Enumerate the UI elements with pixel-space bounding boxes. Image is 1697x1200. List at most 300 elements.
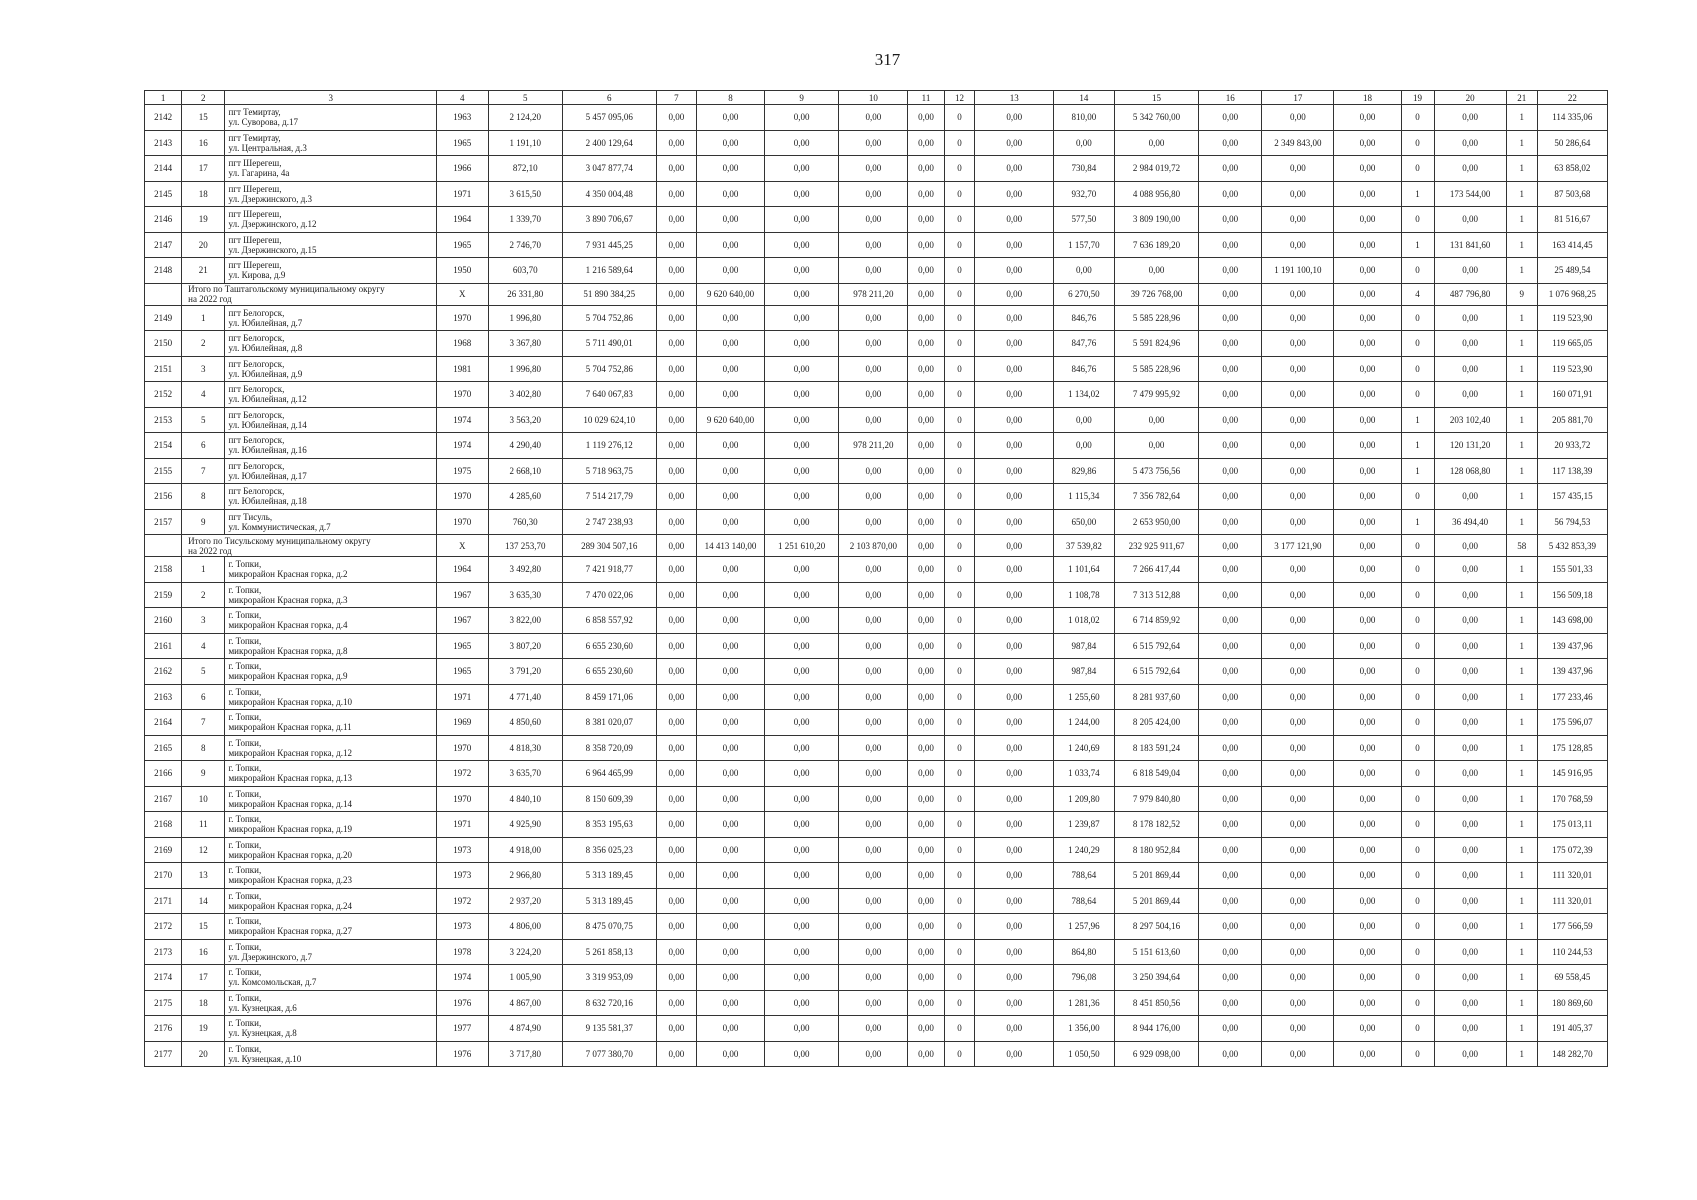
table-cell: 7 421 918,77: [562, 557, 656, 583]
table-cell: 3 563,20: [488, 407, 562, 433]
table-cell: 5 261 858,13: [562, 939, 656, 965]
table-row: [145, 914, 1608, 940]
address-cell: [225, 761, 437, 787]
table-cell: 0,00: [975, 484, 1053, 510]
table-cell: 0: [944, 407, 975, 433]
address-line: микрорайон Красная горка, д.13: [228, 773, 352, 784]
table-cell: 3 615,50: [488, 181, 562, 207]
table-cell: 0,00: [1262, 331, 1334, 357]
table-cell: 0,00: [908, 130, 944, 156]
address-cell: [225, 156, 437, 182]
table-cell: 0,00: [975, 1041, 1053, 1067]
table-cell: 11: [182, 812, 225, 838]
address-line: ул. Юбилейная, д.12: [228, 394, 307, 405]
table-cell: 6 818 549,04: [1114, 761, 1199, 787]
table-cell: 0,00: [1434, 331, 1506, 357]
table-cell: 9 620 640,00: [696, 283, 764, 305]
table-cell: 1964: [436, 557, 488, 583]
table-cell: 0,00: [1434, 130, 1506, 156]
table-cell: 16: [182, 130, 225, 156]
table-cell: 0: [1401, 710, 1434, 736]
address-line: пгт Белогорск,: [228, 307, 285, 318]
column-header: 22: [1537, 91, 1607, 105]
table-cell: 0,00: [839, 633, 908, 659]
table-cell: 0,00: [975, 258, 1053, 284]
table-cell: 4 874,90: [488, 1016, 562, 1042]
table-cell: 177 233,46: [1537, 684, 1607, 710]
table-cell: 0,00: [975, 888, 1053, 914]
address-line: пгт Белогорск,: [228, 409, 285, 420]
address-cell: [225, 356, 437, 382]
table-cell: 0,00: [656, 382, 696, 408]
table-cell: 0,00: [696, 433, 764, 459]
table-cell: 0,00: [975, 761, 1053, 787]
address-line: г. Топки,: [228, 992, 262, 1003]
table-cell: 1970: [436, 484, 488, 510]
table-cell: 0,00: [1114, 258, 1199, 284]
table-cell: 0,00: [1334, 939, 1401, 965]
table-cell: 0,00: [1199, 914, 1262, 940]
table-cell: 1 240,29: [1053, 837, 1114, 863]
table-cell: 487 796,80: [1434, 283, 1506, 305]
address-line: микрорайон Красная горка, д.3: [228, 594, 348, 605]
table-cell: 15: [182, 914, 225, 940]
address-cell: [225, 484, 437, 510]
table-cell: 0,00: [1334, 258, 1401, 284]
table-cell: 4 088 956,80: [1114, 181, 1199, 207]
table-cell: 0,00: [656, 786, 696, 812]
table-cell: 58: [1506, 535, 1537, 557]
table-cell: 0,00: [1199, 633, 1262, 659]
table-cell: 0,00: [1334, 812, 1401, 838]
table-cell: 0,00: [1434, 735, 1506, 761]
table-cell: 8 297 504,16: [1114, 914, 1199, 940]
table-cell: 0,00: [696, 659, 764, 685]
table-cell: 0,00: [1434, 305, 1506, 331]
table-cell: 0,00: [908, 888, 944, 914]
table-cell: 4: [1401, 283, 1434, 305]
table-cell: 0,00: [1262, 659, 1334, 685]
table-cell: 0,00: [975, 232, 1053, 258]
table-cell: 0: [944, 990, 975, 1016]
table-cell: 4 818,30: [488, 735, 562, 761]
table-cell: 0,00: [1262, 207, 1334, 233]
table-cell: 0,00: [1434, 608, 1506, 634]
table-cell: 0,00: [1199, 659, 1262, 685]
table-cell: 1: [1401, 232, 1434, 258]
table-cell: 0,00: [908, 914, 944, 940]
table-cell: 3 717,80: [488, 1041, 562, 1067]
table-cell: 1: [1506, 484, 1537, 510]
table-cell: 0: [1401, 990, 1434, 1016]
address-line: микрорайон Красная горка, д.11: [228, 722, 352, 733]
table-cell: 0,00: [696, 582, 764, 608]
table-cell: 0,00: [696, 761, 764, 787]
column-header: 3: [225, 91, 437, 105]
table-cell: 0,00: [1434, 356, 1506, 382]
table-cell: 2171: [145, 888, 182, 914]
table-cell: 0,00: [975, 684, 1053, 710]
table-cell: 0,00: [839, 232, 908, 258]
table-cell: 0,00: [1262, 105, 1334, 131]
table-cell: 0,00: [656, 283, 696, 305]
table-cell: 0,00: [696, 1016, 764, 1042]
table-cell: 10: [182, 786, 225, 812]
table-cell: 14: [182, 888, 225, 914]
table-cell: 0,00: [1262, 433, 1334, 459]
table-cell: 9: [182, 509, 225, 535]
table-cell: 0,00: [656, 863, 696, 889]
table-cell: 20 933,72: [1537, 433, 1607, 459]
table-cell: 2155: [145, 458, 182, 484]
table-cell: 0,00: [1434, 484, 1506, 510]
table-cell: 4 290,40: [488, 433, 562, 459]
table-cell: 1975: [436, 458, 488, 484]
table-cell: 1 244,00: [1053, 710, 1114, 736]
table-cell: 0,00: [765, 761, 839, 787]
table-cell: 0,00: [839, 181, 908, 207]
table-cell: 2151: [145, 356, 182, 382]
table-cell: 20: [182, 1041, 225, 1067]
table-cell: 0,00: [839, 684, 908, 710]
table-cell: 2 103 870,00: [839, 535, 908, 557]
table-cell: 0,00: [1434, 582, 1506, 608]
table-row: [145, 156, 1608, 182]
table-cell: 0,00: [765, 1041, 839, 1067]
table-cell: 0,00: [765, 710, 839, 736]
table-cell: 2148: [145, 258, 182, 284]
address-line: г. Топки,: [228, 865, 262, 876]
table-cell: 0: [944, 105, 975, 131]
table-cell: 175 596,07: [1537, 710, 1607, 736]
address-line: микрорайон Красная горка, д.4: [228, 620, 348, 631]
table-cell: 1950: [436, 258, 488, 284]
table-cell: 3 492,80: [488, 557, 562, 583]
table-cell: 0,00: [839, 582, 908, 608]
address-cell: [225, 990, 437, 1016]
table-cell: 1: [1506, 1016, 1537, 1042]
column-header: 19: [1401, 91, 1434, 105]
table-row: [145, 633, 1608, 659]
address-cell: [225, 407, 437, 433]
table-cell: 0,00: [1199, 735, 1262, 761]
table-cell: 0,00: [839, 458, 908, 484]
column-header: 7: [656, 91, 696, 105]
table-cell: 0: [1401, 863, 1434, 889]
table-cell: 0,00: [1199, 232, 1262, 258]
table-cell: 1 240,69: [1053, 735, 1114, 761]
table-cell: 4 350 004,48: [562, 181, 656, 207]
table-cell: 4: [182, 633, 225, 659]
table-row: [145, 181, 1608, 207]
table-cell: 5 151 613,60: [1114, 939, 1199, 965]
table-cell: 0,00: [696, 710, 764, 736]
table-cell: 1: [1506, 659, 1537, 685]
table-cell: 1: [1506, 939, 1537, 965]
table-cell: 1971: [436, 684, 488, 710]
table-cell: 163 414,45: [1537, 232, 1607, 258]
table-cell: 139 437,96: [1537, 659, 1607, 685]
table-cell: 987,84: [1053, 659, 1114, 685]
table-cell: 155 501,33: [1537, 557, 1607, 583]
table-row: [145, 990, 1608, 1016]
table-cell: 0,00: [908, 305, 944, 331]
table-cell: 0,00: [1199, 181, 1262, 207]
address-cell: [225, 130, 437, 156]
table-cell: 7 514 217,79: [562, 484, 656, 510]
table-cell: 1: [1506, 812, 1537, 838]
table-cell: 1965: [436, 232, 488, 258]
address-line: г. Топки,: [228, 610, 262, 621]
table-cell: 2156: [145, 484, 182, 510]
table-cell: 1 108,78: [1053, 582, 1114, 608]
table-row: [145, 761, 1608, 787]
address-line: г. Топки,: [228, 686, 262, 697]
table-cell: 5 457 095,06: [562, 105, 656, 131]
table-cell: 0: [1401, 207, 1434, 233]
table-cell: 0: [944, 888, 975, 914]
table-cell: 872,10: [488, 156, 562, 182]
table-cell: 18: [182, 181, 225, 207]
table-cell: 0,00: [1199, 130, 1262, 156]
table-cell: 0,00: [656, 484, 696, 510]
table-cell: 0,00: [1199, 458, 1262, 484]
table-cell: 0: [1401, 130, 1434, 156]
table-cell: 0,00: [1434, 1016, 1506, 1042]
address-cell: [225, 207, 437, 233]
table-cell: 0: [1401, 305, 1434, 331]
table-cell: 1970: [436, 786, 488, 812]
address-line: ул. Дзержинского, д.7: [228, 951, 313, 962]
table-cell: 0: [944, 939, 975, 965]
table-cell: 0: [944, 710, 975, 736]
table-cell: 0,00: [908, 407, 944, 433]
table-cell: 1: [1506, 458, 1537, 484]
table-cell: 0,00: [975, 283, 1053, 305]
table-cell: 2173: [145, 939, 182, 965]
subtotal-label-line: Итого по Тисульскому муниципальному округу: [188, 535, 371, 546]
table-cell: 0,00: [1334, 207, 1401, 233]
table-cell: 0,00: [765, 608, 839, 634]
table-cell: 8 205 424,00: [1114, 710, 1199, 736]
table-cell: 1: [1506, 735, 1537, 761]
table-cell: 17: [182, 156, 225, 182]
table-cell: 0,00: [975, 535, 1053, 557]
table-row: [145, 837, 1608, 863]
table-cell: 0,00: [1262, 965, 1334, 991]
table-cell: 730,84: [1053, 156, 1114, 182]
table-cell: 0,00: [1334, 105, 1401, 131]
address-line: пгт Шерегеш,: [228, 234, 282, 245]
table-cell: 0,00: [908, 786, 944, 812]
table-cell: 2147: [145, 232, 182, 258]
table-cell: 0,00: [908, 1041, 944, 1067]
table-cell: 4 771,40: [488, 684, 562, 710]
table-cell: 0,00: [975, 939, 1053, 965]
table-cell: 0,00: [765, 939, 839, 965]
table-cell: 0,00: [908, 535, 944, 557]
table-cell: 0: [944, 484, 975, 510]
table-cell: 0,00: [839, 305, 908, 331]
table-cell: 0,00: [1199, 863, 1262, 889]
table-cell: 2168: [145, 812, 182, 838]
table-cell: 0,00: [765, 914, 839, 940]
table-cell: 111 320,01: [1537, 863, 1607, 889]
table-cell: 1 157,70: [1053, 232, 1114, 258]
table-cell: 0,00: [765, 888, 839, 914]
table-cell: 0,00: [656, 812, 696, 838]
table-cell: 0: [1401, 535, 1434, 557]
table-cell: 0,00: [908, 965, 944, 991]
table-cell: 0,00: [975, 331, 1053, 357]
table-cell: 8 356 025,23: [562, 837, 656, 863]
table-cell: 8 281 937,60: [1114, 684, 1199, 710]
subtotal-label-line: на 2022 год: [188, 294, 232, 304]
table-cell: 117 138,39: [1537, 458, 1607, 484]
table-cell: 3: [182, 356, 225, 382]
address-cell: [225, 433, 437, 459]
table-row: [145, 356, 1608, 382]
table-cell: 0,00: [765, 484, 839, 510]
table-cell: 0,00: [908, 761, 944, 787]
table-cell: 1: [1506, 863, 1537, 889]
table-cell: 0,00: [656, 659, 696, 685]
table-cell: 0,00: [1434, 659, 1506, 685]
table-cell: 0,00: [1199, 812, 1262, 838]
table-cell: 1963: [436, 105, 488, 131]
address-cell: [225, 509, 437, 535]
table-cell: 0,00: [765, 207, 839, 233]
table-cell: 0,00: [975, 914, 1053, 940]
table-cell: 0,00: [696, 382, 764, 408]
table-cell: 0,00: [1262, 458, 1334, 484]
table-cell: 0,00: [839, 786, 908, 812]
table-cell: 119 523,90: [1537, 305, 1607, 331]
table-cell: 603,70: [488, 258, 562, 284]
table-cell: 6 270,50: [1053, 283, 1114, 305]
table-cell: 0,00: [696, 1041, 764, 1067]
table-cell: 6 515 792,64: [1114, 659, 1199, 685]
table-cell: 0,00: [656, 130, 696, 156]
table-cell: 0,00: [1199, 965, 1262, 991]
table-cell: 7 470 022,06: [562, 582, 656, 608]
table-cell: 0,00: [765, 181, 839, 207]
table-cell: 0,00: [839, 761, 908, 787]
table-cell: 1: [1506, 509, 1537, 535]
table-cell: 1977: [436, 1016, 488, 1042]
table-cell: 0: [944, 207, 975, 233]
table-cell: 3 791,20: [488, 659, 562, 685]
table-cell: 1970: [436, 735, 488, 761]
table-cell: 0,00: [1053, 130, 1114, 156]
table-cell: 9 135 581,37: [562, 1016, 656, 1042]
table-cell: 128 068,80: [1434, 458, 1506, 484]
table-cell: 1974: [436, 433, 488, 459]
subtotal-label-line: Итого по Таштагольскому муниципальному округу: [188, 284, 385, 294]
table-cell: 0: [944, 965, 975, 991]
table-cell: 1 996,80: [488, 356, 562, 382]
table-row: [145, 509, 1608, 535]
table-cell: 131 841,60: [1434, 232, 1506, 258]
table-cell: 0,00: [975, 356, 1053, 382]
table-cell: 0: [944, 863, 975, 889]
table-cell: 0,00: [908, 458, 944, 484]
table-cell: 0,00: [908, 939, 944, 965]
table-cell: 0,00: [1334, 888, 1401, 914]
table-cell: 0,00: [1199, 305, 1262, 331]
table-cell: 3 177 121,90: [1262, 535, 1334, 557]
table-cell: 9 620 640,00: [696, 407, 764, 433]
table-cell: 1971: [436, 812, 488, 838]
table-cell: 0,00: [1334, 458, 1401, 484]
table-cell: 0: [944, 258, 975, 284]
address-line: микрорайон Красная горка, д.2: [228, 569, 348, 580]
table-cell: 0,00: [839, 863, 908, 889]
table-cell: 5 201 869,44: [1114, 888, 1199, 914]
column-header: 11: [908, 91, 944, 105]
table-cell: 0,00: [765, 837, 839, 863]
table-cell: 0,00: [1114, 407, 1199, 433]
table-cell: 2160: [145, 608, 182, 634]
address-line: г. Топки,: [228, 839, 262, 850]
address-cell: [225, 258, 437, 284]
address-line: пгт Белогорск,: [228, 333, 285, 344]
table-cell: 4 850,60: [488, 710, 562, 736]
table-cell: 0,00: [1334, 181, 1401, 207]
table-cell: 0,00: [1334, 761, 1401, 787]
table-cell: 0,00: [765, 786, 839, 812]
table-cell: 0: [944, 735, 975, 761]
table-cell: 0,00: [839, 812, 908, 838]
column-header: 16: [1199, 91, 1262, 105]
table-cell: 81 516,67: [1537, 207, 1607, 233]
table-cell: 0: [1401, 684, 1434, 710]
table-cell: 1: [1506, 786, 1537, 812]
table-cell: 0,00: [1262, 382, 1334, 408]
table-cell: 0,00: [1334, 786, 1401, 812]
table-cell: 5 585 228,96: [1114, 305, 1199, 331]
table-cell: 0,00: [696, 484, 764, 510]
table-cell: 19: [182, 207, 225, 233]
table-cell: 0: [944, 305, 975, 331]
address-line: ул. Юбилейная, д.14: [228, 419, 307, 430]
table-cell: 0,00: [1262, 582, 1334, 608]
address-line: г. Топки,: [228, 737, 262, 748]
table-cell: 0,00: [765, 659, 839, 685]
table-cell: 0,00: [765, 433, 839, 459]
table-cell: 0,00: [1262, 181, 1334, 207]
table-cell: 1: [1506, 557, 1537, 583]
table-cell: 0: [944, 1016, 975, 1042]
address-line: ул. Юбилейная, д.16: [228, 445, 307, 456]
table-cell: 18: [182, 990, 225, 1016]
table-cell: 0,00: [839, 965, 908, 991]
address-line: ул. Юбилейная, д.9: [228, 368, 303, 379]
table-cell: 0,00: [908, 232, 944, 258]
address-line: ул. Коммунистическая, д.7: [228, 521, 331, 532]
table-cell: 3 402,80: [488, 382, 562, 408]
table-cell: 0: [1401, 582, 1434, 608]
column-header: 5: [488, 91, 562, 105]
table-cell: 0,00: [765, 407, 839, 433]
table-cell: 0,00: [839, 156, 908, 182]
table-cell: 650,00: [1053, 509, 1114, 535]
table-cell: 0,00: [908, 812, 944, 838]
table-cell: 846,76: [1053, 356, 1114, 382]
table-cell: 0: [1401, 331, 1434, 357]
table-cell: 0: [1401, 608, 1434, 634]
table-cell: 0,00: [908, 105, 944, 131]
